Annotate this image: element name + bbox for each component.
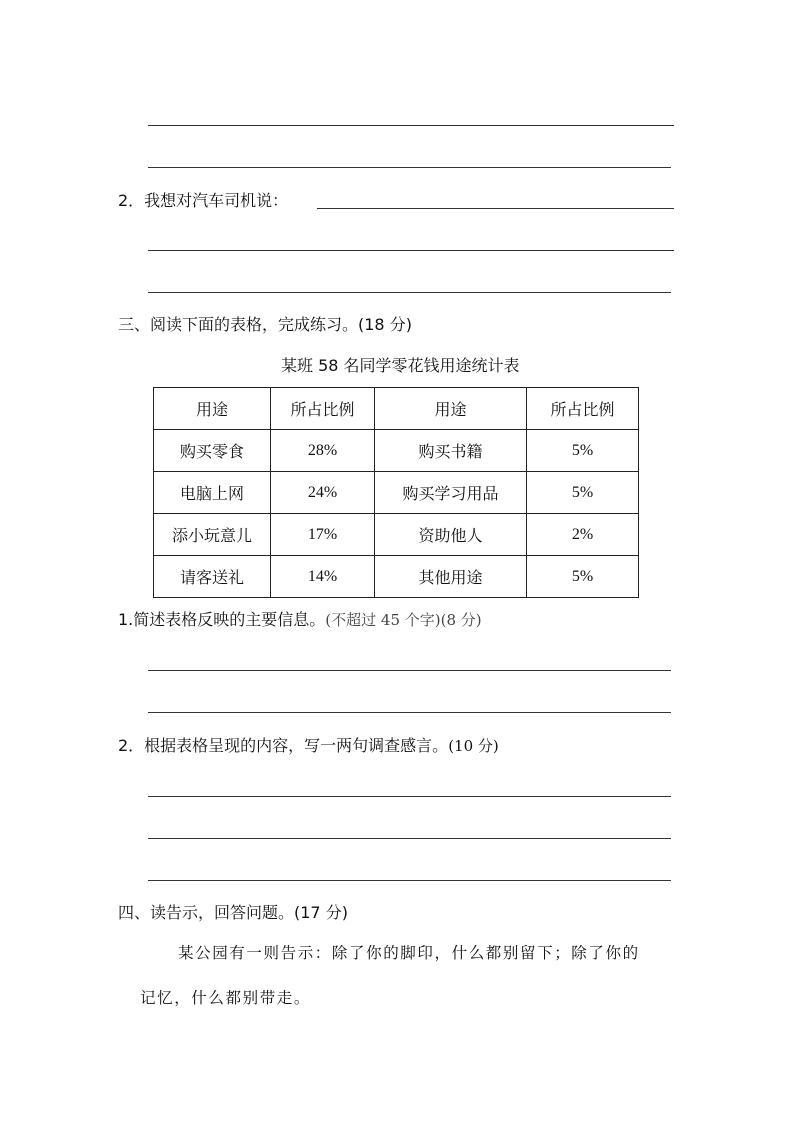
spending-table (153, 387, 639, 598)
question-2-label: 2．根据表格呈现的内容，写一两句调查感言。 (118, 736, 449, 755)
answer-line[interactable] (148, 670, 671, 671)
answer-line[interactable] (148, 167, 671, 168)
passage-line-2: 记忆，什么都别带走。 (140, 989, 312, 1007)
question-2-label: 2．我想对汽车司机说： (118, 191, 289, 210)
table-cell: 2% (527, 514, 639, 556)
table-row (154, 514, 639, 556)
answer-line[interactable] (148, 880, 671, 881)
table-row (154, 430, 639, 472)
question-2 (118, 736, 499, 756)
answer-line[interactable] (148, 292, 671, 293)
table-cell: 购买零食 (154, 430, 271, 472)
answer-line[interactable] (148, 796, 671, 797)
table-title: 某班 58 名同学零花钱用途统计表 (281, 356, 520, 375)
table-row (154, 556, 639, 598)
answer-line[interactable] (148, 250, 674, 251)
question-1-label: 1.简述表格反映的主要信息。 (118, 610, 326, 629)
table-header: 所占比例 (527, 388, 639, 430)
question-1-note: (不超过 45 个字)(8 分) (325, 611, 482, 629)
table-header-row (154, 388, 639, 430)
table-cell: 28% (271, 430, 375, 472)
question-2-note: (10 分) (448, 737, 499, 755)
table-row (154, 472, 639, 514)
table-header: 用途 (375, 388, 527, 430)
table-cell: 5% (527, 556, 639, 598)
table-cell: 请客送礼 (154, 556, 271, 598)
answer-line[interactable] (148, 125, 674, 126)
answer-line[interactable] (148, 712, 671, 713)
table-header: 用途 (154, 388, 271, 430)
table-cell: 添小玩意儿 (154, 514, 271, 556)
table-cell: 电脑上网 (154, 472, 271, 514)
question-1 (118, 610, 482, 630)
table-cell: 5% (527, 430, 639, 472)
section-4-heading: 四、读告示，回答问题。(17 分) (118, 903, 348, 922)
table-cell: 购买学习用品 (375, 472, 527, 514)
answer-line[interactable] (317, 208, 674, 209)
table-cell: 5% (527, 472, 639, 514)
table-cell: 24% (271, 472, 375, 514)
table-cell: 购买书籍 (375, 430, 527, 472)
table-cell: 资助他人 (375, 514, 527, 556)
section-3-heading: 三、阅读下面的表格，完成练习。(18 分) (118, 315, 412, 334)
answer-line[interactable] (148, 838, 671, 839)
table-cell: 17% (271, 514, 375, 556)
passage-line-1: 某公园有一则告示：除了你的脚印，什么都别留下；除了你的 (178, 944, 640, 962)
table-cell: 14% (271, 556, 375, 598)
table-header: 所占比例 (271, 388, 375, 430)
table-cell: 其他用途 (375, 556, 527, 598)
